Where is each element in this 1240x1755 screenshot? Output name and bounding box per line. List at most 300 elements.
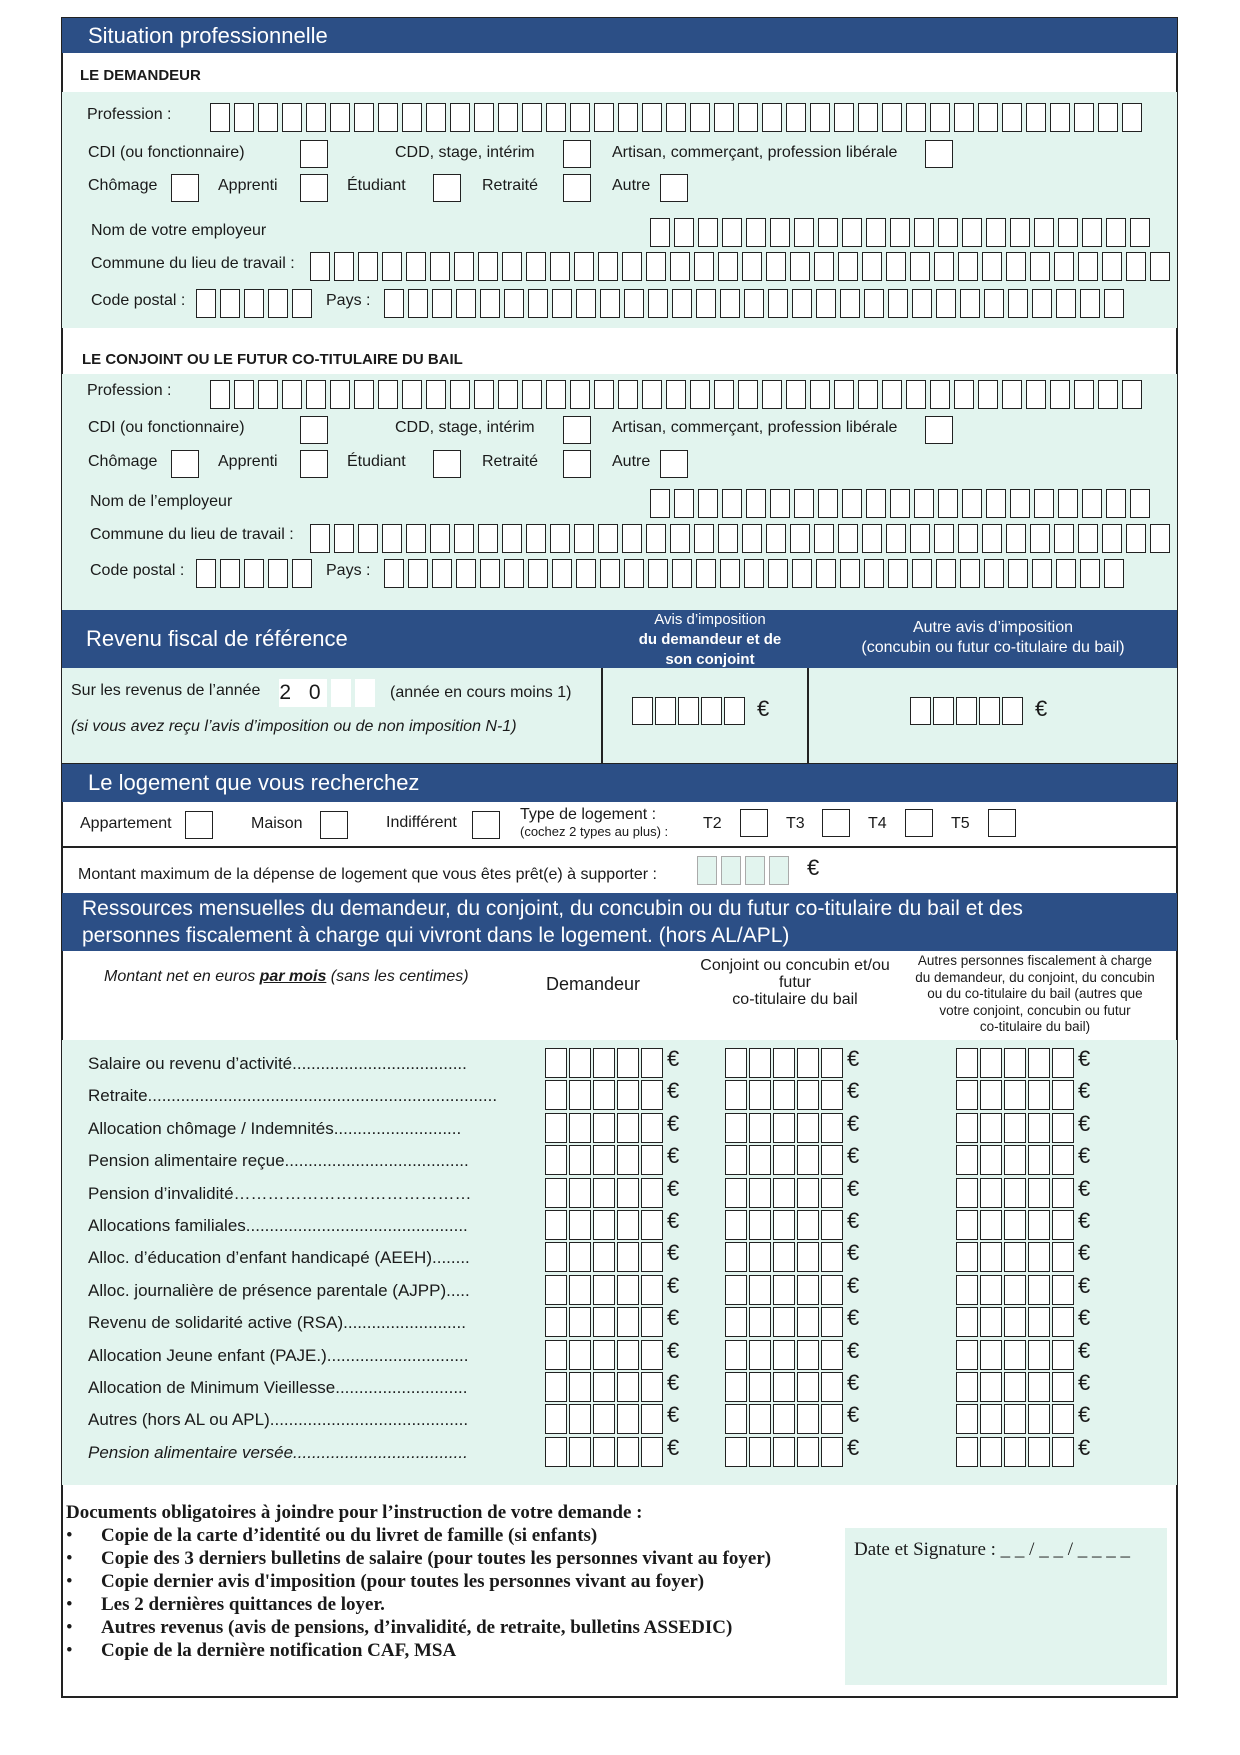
digit-box[interactable] [956, 697, 977, 725]
digit-box[interactable] [1004, 1242, 1026, 1272]
autres-amount-input[interactable] [956, 1372, 1076, 1402]
digit-box[interactable] [641, 1275, 663, 1305]
conjoint-amount-input[interactable] [725, 1210, 845, 1240]
char-box[interactable] [430, 252, 450, 281]
digit-box[interactable] [821, 1372, 843, 1402]
char-box[interactable] [986, 489, 1006, 518]
char-box[interactable] [402, 103, 422, 132]
digit-box[interactable] [933, 697, 954, 725]
digit-box[interactable] [1052, 1372, 1074, 1402]
digit-box[interactable] [821, 1307, 843, 1337]
char-box[interactable] [1078, 524, 1098, 553]
char-box[interactable] [432, 289, 452, 318]
conjoint-profession-input[interactable] [210, 380, 1146, 409]
char-box[interactable] [690, 103, 710, 132]
char-box[interactable] [984, 559, 1004, 588]
t4-checkbox[interactable] [905, 809, 933, 837]
char-box[interactable] [694, 524, 714, 553]
char-box[interactable] [1056, 559, 1076, 588]
char-box[interactable] [576, 289, 596, 318]
digit-box[interactable] [749, 1210, 771, 1240]
digit-box[interactable] [617, 1178, 639, 1208]
char-box[interactable] [282, 380, 302, 409]
char-box[interactable] [718, 524, 738, 553]
digit-box[interactable] [617, 1113, 639, 1143]
demandeur-amount-input[interactable] [545, 1080, 665, 1110]
char-box[interactable] [834, 380, 854, 409]
digit-box[interactable] [956, 1210, 978, 1240]
char-box[interactable] [670, 252, 690, 281]
digit-box[interactable] [569, 1372, 591, 1402]
digit-box[interactable] [821, 1080, 843, 1110]
char-box[interactable] [1098, 380, 1118, 409]
conjoint-amount-input[interactable] [725, 1080, 845, 1110]
char-box[interactable] [306, 380, 326, 409]
digit-box[interactable] [773, 1404, 795, 1434]
digit-box[interactable] [569, 1340, 591, 1370]
char-box[interactable] [936, 289, 956, 318]
char-box[interactable] [762, 103, 782, 132]
char-box[interactable] [622, 252, 642, 281]
char-box[interactable] [842, 489, 862, 518]
digit-box[interactable] [641, 1210, 663, 1240]
digit-box[interactable] [797, 1340, 819, 1370]
autres-amount-input[interactable] [956, 1178, 1076, 1208]
digit-box[interactable] [980, 1113, 1002, 1143]
digit-box[interactable] [641, 1242, 663, 1272]
digit-box[interactable] [593, 1242, 615, 1272]
digit-box[interactable] [980, 1242, 1002, 1272]
char-box[interactable] [666, 380, 686, 409]
digit-box[interactable] [773, 1210, 795, 1240]
char-box[interactable] [986, 218, 1006, 247]
char-box[interactable] [220, 289, 240, 318]
char-box[interactable] [906, 103, 926, 132]
autres-amount-input[interactable] [956, 1080, 1076, 1110]
char-box[interactable] [958, 524, 978, 553]
char-box[interactable] [498, 103, 518, 132]
digit-box[interactable] [617, 1307, 639, 1337]
char-box[interactable] [882, 380, 902, 409]
digit-box[interactable] [593, 1145, 615, 1175]
char-box[interactable] [310, 524, 330, 553]
digit-box[interactable] [749, 1178, 771, 1208]
char-box[interactable] [960, 289, 980, 318]
digit-box[interactable] [724, 697, 745, 725]
char-box[interactable] [528, 559, 548, 588]
digit-box[interactable] [910, 697, 931, 725]
char-box[interactable] [1006, 252, 1026, 281]
char-box[interactable] [594, 103, 614, 132]
char-box[interactable] [690, 380, 710, 409]
digit-box[interactable] [545, 1437, 567, 1467]
demandeur-amount-input[interactable] [545, 1404, 665, 1434]
char-box[interactable] [624, 559, 644, 588]
montant-max-input[interactable] [697, 856, 793, 885]
char-box[interactable] [1032, 559, 1052, 588]
code-postal-input[interactable] [196, 289, 316, 318]
char-box[interactable] [816, 559, 836, 588]
char-box[interactable] [910, 524, 930, 553]
char-box[interactable] [720, 559, 740, 588]
conjoint-apprenti-checkbox[interactable] [300, 450, 328, 478]
char-box[interactable] [1098, 103, 1118, 132]
digit-box[interactable] [1028, 1113, 1050, 1143]
char-box[interactable] [406, 524, 426, 553]
char-box[interactable] [930, 380, 950, 409]
digit-box[interactable] [569, 1242, 591, 1272]
digit-box[interactable] [593, 1437, 615, 1467]
char-box[interactable] [1150, 252, 1170, 281]
digit-box[interactable] [1004, 1372, 1026, 1402]
char-box[interactable] [258, 103, 278, 132]
char-box[interactable] [1082, 489, 1102, 518]
char-box[interactable] [888, 289, 908, 318]
char-box[interactable] [642, 380, 662, 409]
char-box[interactable] [938, 489, 958, 518]
char-box[interactable] [786, 380, 806, 409]
char-box[interactable] [598, 252, 618, 281]
char-box[interactable] [522, 380, 542, 409]
conjoint-retraite-checkbox[interactable] [563, 450, 591, 478]
commune-input[interactable] [310, 252, 1174, 281]
char-box[interactable] [962, 218, 982, 247]
char-box[interactable] [838, 252, 858, 281]
conjoint-commune-input[interactable] [310, 524, 1174, 553]
char-box[interactable] [818, 489, 838, 518]
conjoint-code-postal-input[interactable] [196, 559, 316, 588]
char-box[interactable] [1104, 289, 1124, 318]
char-box[interactable] [1122, 103, 1142, 132]
char-box[interactable] [498, 380, 518, 409]
char-box[interactable] [960, 559, 980, 588]
conjoint-amount-input[interactable] [725, 1372, 845, 1402]
digit-box[interactable] [773, 1048, 795, 1078]
t5-checkbox[interactable] [988, 809, 1016, 837]
digit-box[interactable] [1052, 1210, 1074, 1240]
digit-box[interactable] [725, 1080, 747, 1110]
char-box[interactable] [786, 103, 806, 132]
digit-box[interactable] [725, 1340, 747, 1370]
digit-box[interactable] [1052, 1437, 1074, 1467]
digit-box[interactable] [749, 1048, 771, 1078]
digit-box[interactable] [749, 1307, 771, 1337]
char-box[interactable] [714, 103, 734, 132]
char-box[interactable] [890, 218, 910, 247]
char-box[interactable] [432, 559, 452, 588]
char-box[interactable] [794, 218, 814, 247]
chomage-checkbox[interactable] [171, 174, 199, 202]
char-box[interactable] [1006, 524, 1026, 553]
char-box[interactable] [982, 252, 1002, 281]
char-box[interactable] [1058, 489, 1078, 518]
digit-box[interactable] [821, 1437, 843, 1467]
conjoint-amount-input[interactable] [725, 1242, 845, 1272]
digit-box[interactable] [1028, 1372, 1050, 1402]
digit-box[interactable] [1028, 1340, 1050, 1370]
digit-box[interactable] [725, 1275, 747, 1305]
char-box[interactable] [574, 252, 594, 281]
char-box[interactable] [958, 252, 978, 281]
demandeur-amount-input[interactable] [545, 1178, 665, 1208]
char-box[interactable] [334, 252, 354, 281]
retraite-checkbox[interactable] [563, 174, 591, 202]
char-box[interactable] [502, 524, 522, 553]
char-box[interactable] [576, 559, 596, 588]
char-box[interactable] [624, 289, 644, 318]
char-box[interactable] [766, 524, 786, 553]
digit-box[interactable] [821, 1340, 843, 1370]
conjoint-cdi-checkbox[interactable] [300, 416, 328, 444]
conjoint-employeur-input[interactable] [650, 489, 1154, 518]
digit-box[interactable] [617, 1404, 639, 1434]
digit-box[interactable] [821, 1275, 843, 1305]
digit-box[interactable] [980, 1437, 1002, 1467]
char-box[interactable] [426, 103, 446, 132]
digit-box[interactable] [797, 1080, 819, 1110]
char-box[interactable] [914, 489, 934, 518]
char-box[interactable] [546, 103, 566, 132]
char-box[interactable] [292, 289, 312, 318]
demandeur-amount-input[interactable] [545, 1145, 665, 1175]
char-box[interactable] [858, 380, 878, 409]
char-box[interactable] [330, 103, 350, 132]
char-box[interactable] [646, 252, 666, 281]
char-box[interactable] [574, 524, 594, 553]
digit-box[interactable] [797, 1275, 819, 1305]
char-box[interactable] [1074, 380, 1094, 409]
char-box[interactable] [886, 524, 906, 553]
digit-box[interactable] [980, 1210, 1002, 1240]
digit-box[interactable] [593, 1275, 615, 1305]
digit-box[interactable] [593, 1048, 615, 1078]
digit-box[interactable] [1004, 1404, 1026, 1434]
digit-box[interactable] [632, 697, 653, 725]
char-box[interactable] [978, 380, 998, 409]
conjoint-amount-input[interactable] [725, 1404, 845, 1434]
char-box[interactable] [738, 380, 758, 409]
char-box[interactable] [406, 252, 426, 281]
char-box[interactable] [768, 289, 788, 318]
digit-box[interactable] [545, 1404, 567, 1434]
char-box[interactable] [838, 524, 858, 553]
char-box[interactable] [672, 559, 692, 588]
char-box[interactable] [934, 252, 954, 281]
digit-box[interactable] [1028, 1080, 1050, 1110]
char-box[interactable] [552, 559, 572, 588]
char-box[interactable] [196, 289, 216, 318]
digit-box[interactable] [980, 1307, 1002, 1337]
digit-box[interactable] [773, 1242, 795, 1272]
digit-box[interactable] [701, 697, 722, 725]
char-box[interactable] [1080, 559, 1100, 588]
char-box[interactable] [1008, 559, 1028, 588]
char-box[interactable] [570, 380, 590, 409]
digit-box[interactable] [725, 1210, 747, 1240]
digit-box[interactable] [617, 1242, 639, 1272]
char-box[interactable] [864, 289, 884, 318]
char-box[interactable] [1102, 524, 1122, 553]
digit-box[interactable] [773, 1178, 795, 1208]
demandeur-amount-input[interactable] [545, 1113, 665, 1143]
digit-box[interactable] [569, 1080, 591, 1110]
char-box[interactable] [330, 380, 350, 409]
char-box[interactable] [478, 252, 498, 281]
digit-box[interactable] [773, 1275, 795, 1305]
digit-box[interactable] [641, 1404, 663, 1434]
char-box[interactable] [1130, 218, 1150, 247]
digit-box[interactable] [593, 1080, 615, 1110]
digit-box[interactable] [617, 1372, 639, 1402]
digit-box[interactable] [749, 1404, 771, 1434]
digit-box[interactable] [980, 1340, 1002, 1370]
digit-box[interactable] [1052, 1340, 1074, 1370]
digit-box[interactable] [545, 1372, 567, 1402]
digit-box[interactable] [569, 1307, 591, 1337]
digit-box[interactable] [593, 1404, 615, 1434]
digit-box[interactable] [569, 1404, 591, 1434]
digit-box[interactable] [956, 1372, 978, 1402]
demandeur-amount-input[interactable] [545, 1437, 665, 1467]
digit-box[interactable] [797, 1307, 819, 1337]
char-box[interactable] [502, 252, 522, 281]
char-box[interactable] [672, 289, 692, 318]
digit-box[interactable] [1004, 1210, 1026, 1240]
digit-box[interactable] [569, 1178, 591, 1208]
digit-box[interactable] [797, 1113, 819, 1143]
char-box[interactable] [984, 289, 1004, 318]
profession-input[interactable] [210, 103, 1146, 132]
digit-box[interactable] [1004, 1113, 1026, 1143]
digit-box[interactable] [1004, 1437, 1026, 1467]
autres-amount-input[interactable] [956, 1145, 1076, 1175]
char-box[interactable] [334, 524, 354, 553]
conjoint-autre-checkbox[interactable] [660, 450, 688, 478]
digit-box[interactable] [1002, 697, 1023, 725]
digit-box[interactable] [773, 1340, 795, 1370]
digit-box[interactable] [617, 1340, 639, 1370]
digit-box[interactable] [1004, 1178, 1026, 1208]
digit-box[interactable] [593, 1113, 615, 1143]
char-box[interactable] [742, 524, 762, 553]
digit-box[interactable] [641, 1145, 663, 1175]
digit-box[interactable] [545, 1113, 567, 1143]
char-box[interactable] [840, 559, 860, 588]
char-box[interactable] [382, 252, 402, 281]
char-box[interactable] [1082, 218, 1102, 247]
char-box[interactable] [670, 524, 690, 553]
digit-box[interactable] [1028, 1275, 1050, 1305]
digit-box[interactable] [956, 1145, 978, 1175]
digit-box[interactable] [1028, 1210, 1050, 1240]
digit-box[interactable] [980, 1178, 1002, 1208]
digit-box[interactable] [697, 856, 717, 885]
char-box[interactable] [454, 524, 474, 553]
conjoint-chomage-checkbox[interactable] [171, 450, 199, 478]
char-box[interactable] [480, 289, 500, 318]
conjoint-amount-input[interactable] [725, 1437, 845, 1467]
char-box[interactable] [648, 559, 668, 588]
char-box[interactable] [842, 218, 862, 247]
digit-box[interactable] [593, 1210, 615, 1240]
autres-amount-input[interactable] [956, 1404, 1076, 1434]
revenu-demandeur-amount[interactable] [632, 697, 747, 725]
char-box[interactable] [258, 380, 278, 409]
char-box[interactable] [306, 103, 326, 132]
digit-box[interactable] [545, 1307, 567, 1337]
digit-box[interactable] [769, 856, 789, 885]
conjoint-cdd-checkbox[interactable] [563, 416, 591, 444]
digit-box[interactable] [1052, 1113, 1074, 1143]
digit-box[interactable] [773, 1080, 795, 1110]
char-box[interactable] [456, 289, 476, 318]
char-box[interactable] [886, 252, 906, 281]
char-box[interactable] [478, 524, 498, 553]
digit-box[interactable] [545, 1145, 567, 1175]
digit-box[interactable] [1004, 1275, 1026, 1305]
char-box[interactable] [450, 380, 470, 409]
digit-box[interactable] [725, 1437, 747, 1467]
demandeur-amount-input[interactable] [545, 1340, 665, 1370]
digit-box[interactable] [593, 1372, 615, 1402]
digit-box[interactable] [569, 1113, 591, 1143]
char-box[interactable] [646, 524, 666, 553]
char-box[interactable] [792, 559, 812, 588]
char-box[interactable] [722, 218, 742, 247]
digit-box[interactable] [641, 1080, 663, 1110]
digit-box[interactable] [956, 1275, 978, 1305]
digit-box[interactable] [1052, 1275, 1074, 1305]
char-box[interactable] [722, 489, 742, 518]
digit-box[interactable] [956, 1080, 978, 1110]
digit-box[interactable] [1004, 1080, 1026, 1110]
char-box[interactable] [426, 380, 446, 409]
char-box[interactable] [714, 380, 734, 409]
char-box[interactable] [650, 218, 670, 247]
char-box[interactable] [196, 559, 216, 588]
digit-box[interactable] [593, 1307, 615, 1337]
char-box[interactable] [234, 380, 254, 409]
digit-box[interactable] [1028, 1242, 1050, 1272]
char-box[interactable] [546, 380, 566, 409]
char-box[interactable] [938, 218, 958, 247]
digit-box[interactable] [641, 1372, 663, 1402]
digit-box[interactable] [821, 1210, 843, 1240]
digit-box[interactable] [956, 1340, 978, 1370]
char-box[interactable] [1050, 103, 1070, 132]
char-box[interactable] [816, 289, 836, 318]
conjoint-amount-input[interactable] [725, 1178, 845, 1208]
digit-box[interactable] [725, 1242, 747, 1272]
digit-box[interactable] [569, 1437, 591, 1467]
conjoint-amount-input[interactable] [725, 1113, 845, 1143]
digit-box[interactable] [797, 1178, 819, 1208]
digit-box[interactable] [641, 1048, 663, 1078]
char-box[interactable] [454, 252, 474, 281]
digit-box[interactable] [641, 1307, 663, 1337]
char-box[interactable] [982, 524, 1002, 553]
char-box[interactable] [402, 380, 422, 409]
char-box[interactable] [1056, 289, 1076, 318]
char-box[interactable] [310, 252, 330, 281]
digit-box[interactable] [749, 1275, 771, 1305]
char-box[interactable] [770, 218, 790, 247]
digit-box[interactable] [545, 1048, 567, 1078]
char-box[interactable] [550, 252, 570, 281]
char-box[interactable] [474, 380, 494, 409]
char-box[interactable] [1104, 559, 1124, 588]
char-box[interactable] [450, 103, 470, 132]
